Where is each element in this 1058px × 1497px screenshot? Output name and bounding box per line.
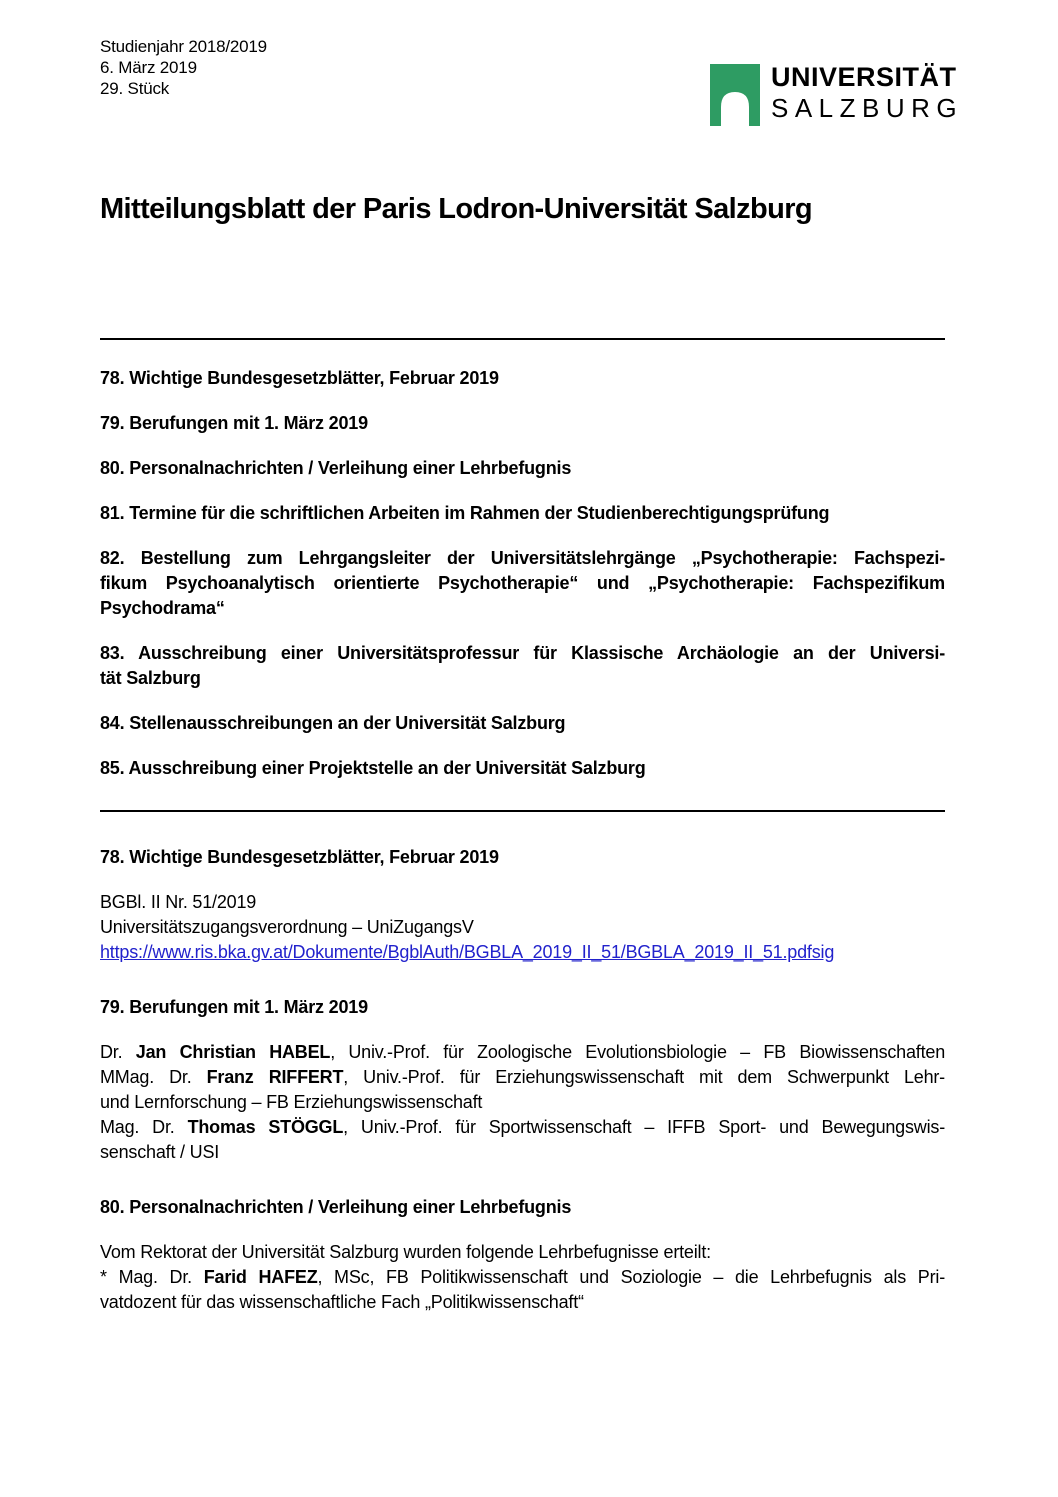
toc-entry-84 [100,711,945,736]
masthead [0,0,1058,128]
page-title: Mitteilungsblatt der Paris Lodron-Universität Salzburg [100,193,813,225]
toc-line: fikum Psychoanalytisch orientierte Psychotherapie“ und „Psychotherapie: Fachspezifikum [100,573,945,593]
logo-wordmark [771,62,963,124]
toc-entry-78 [100,366,945,391]
appointment-line: Dr. Jan Christian HABEL, Univ.-Prof. für Zoologische Evolutionsbiologie – FB Biowissenschaften [100,1042,946,1062]
section-78-heading: 78. Wichtige Bundesgesetzblätter, Februar 2019 [100,847,499,867]
toc-line: 82. Bestellung zum Lehrgangsleiter der Universitätslehrgänge „Psychotherapie: Fachspezi- [100,548,945,568]
toc-line: 84. Stellenausschreibungen an der Universität Salzburg [100,713,566,733]
section-79-body [100,1040,945,1165]
toc-line: 78. Wichtige Bundesgesetzblätter, Februar 2019 [100,368,499,388]
toc-line: 79. Berufungen mit 1. März 2019 [100,413,368,433]
issue-number: 29. Stück [100,79,170,98]
appointment-line: und Lernforschung – FB Erziehungswissenschaft [100,1092,483,1112]
divider-top [100,338,945,340]
issue-studienjahr: Studienjahr 2018/2019 [100,37,267,56]
appointment-line: senschaft / USI [100,1142,220,1162]
toc-entry-82 [100,546,945,621]
bgbl-link[interactable]: https://www.ris.bka.gv.at/Dokumente/BgblAuth/BGBLA_2019_II_51/BGBLA_2019_II_51.pdfsig [100,942,835,962]
bgbl-subject: Universitätszugangsverordnung – UniZugangsV [100,917,474,937]
toc-line: 85. Ausschreibung einer Projektstelle an der Universität Salzburg [100,758,646,778]
section-79-heading: 79. Berufungen mit 1. März 2019 [100,997,368,1017]
section-80 [100,1195,945,1315]
toc-line: Psychodrama“ [100,598,225,618]
table-of-contents [100,366,945,781]
logo-universitaet: UNIVERSITÄT [771,62,957,92]
toc-entry-81 [100,501,945,526]
section-78-body [100,890,945,965]
university-arch-icon [710,64,760,126]
lehrbefugnis-intro: Vom Rektorat der Universität Salzburg wurden folgende Lehrbefugnisse erteilt: [100,1242,711,1262]
logo-salzburg: SALZBURG [771,93,964,123]
toc-entry-83 [100,641,945,691]
toc-line: 80. Personalnachrichten / Verleihung einer Lehrbefugnis [100,458,572,478]
section-79 [100,995,945,1165]
content-column [100,338,945,1315]
appointment-line: Mag. Dr. Thomas STÖGGL, Univ.-Prof. für Sportwissenschaft – IFFB Sport- und Bewegungswis- [100,1117,945,1137]
lehrbefugnis-line: * Mag. Dr. Farid HAFEZ, MSc, FB Politikwissenschaft und Soziologie – die Lehrbefugnis als Pri- [100,1267,945,1287]
toc-line: 81. Termine für die schriftlichen Arbeiten im Rahmen der Studienberechtigungsprüfung [100,503,830,523]
bgbl-number: BGBl. II Nr. 51/2019 [100,892,257,912]
toc-entry-80 [100,456,945,481]
appointment-line: MMag. Dr. Franz RIFFERT, Univ.-Prof. für Erziehungswissenschaft mit dem Schwerpunkt Lehr- [100,1067,945,1087]
university-salzburg-logo [710,64,963,126]
section-78 [100,845,945,965]
section-80-heading: 80. Personalnachrichten / Verleihung einer Lehrbefugnis [100,1197,572,1217]
section-80-body [100,1240,945,1315]
issue-info [100,36,267,99]
divider-bottom [100,810,945,812]
toc-entry-79 [100,411,945,436]
toc-entry-85 [100,756,945,781]
issue-date: 6. März 2019 [100,58,197,77]
toc-line: tät Salzburg [100,668,201,688]
lehrbefugnis-line: vatdozent für das wissenschaftliche Fach „Politikwissenschaft“ [100,1292,584,1312]
toc-line: 83. Ausschreibung einer Universitätsprofessur für Klassische Archäologie an der Universi- [100,643,945,663]
